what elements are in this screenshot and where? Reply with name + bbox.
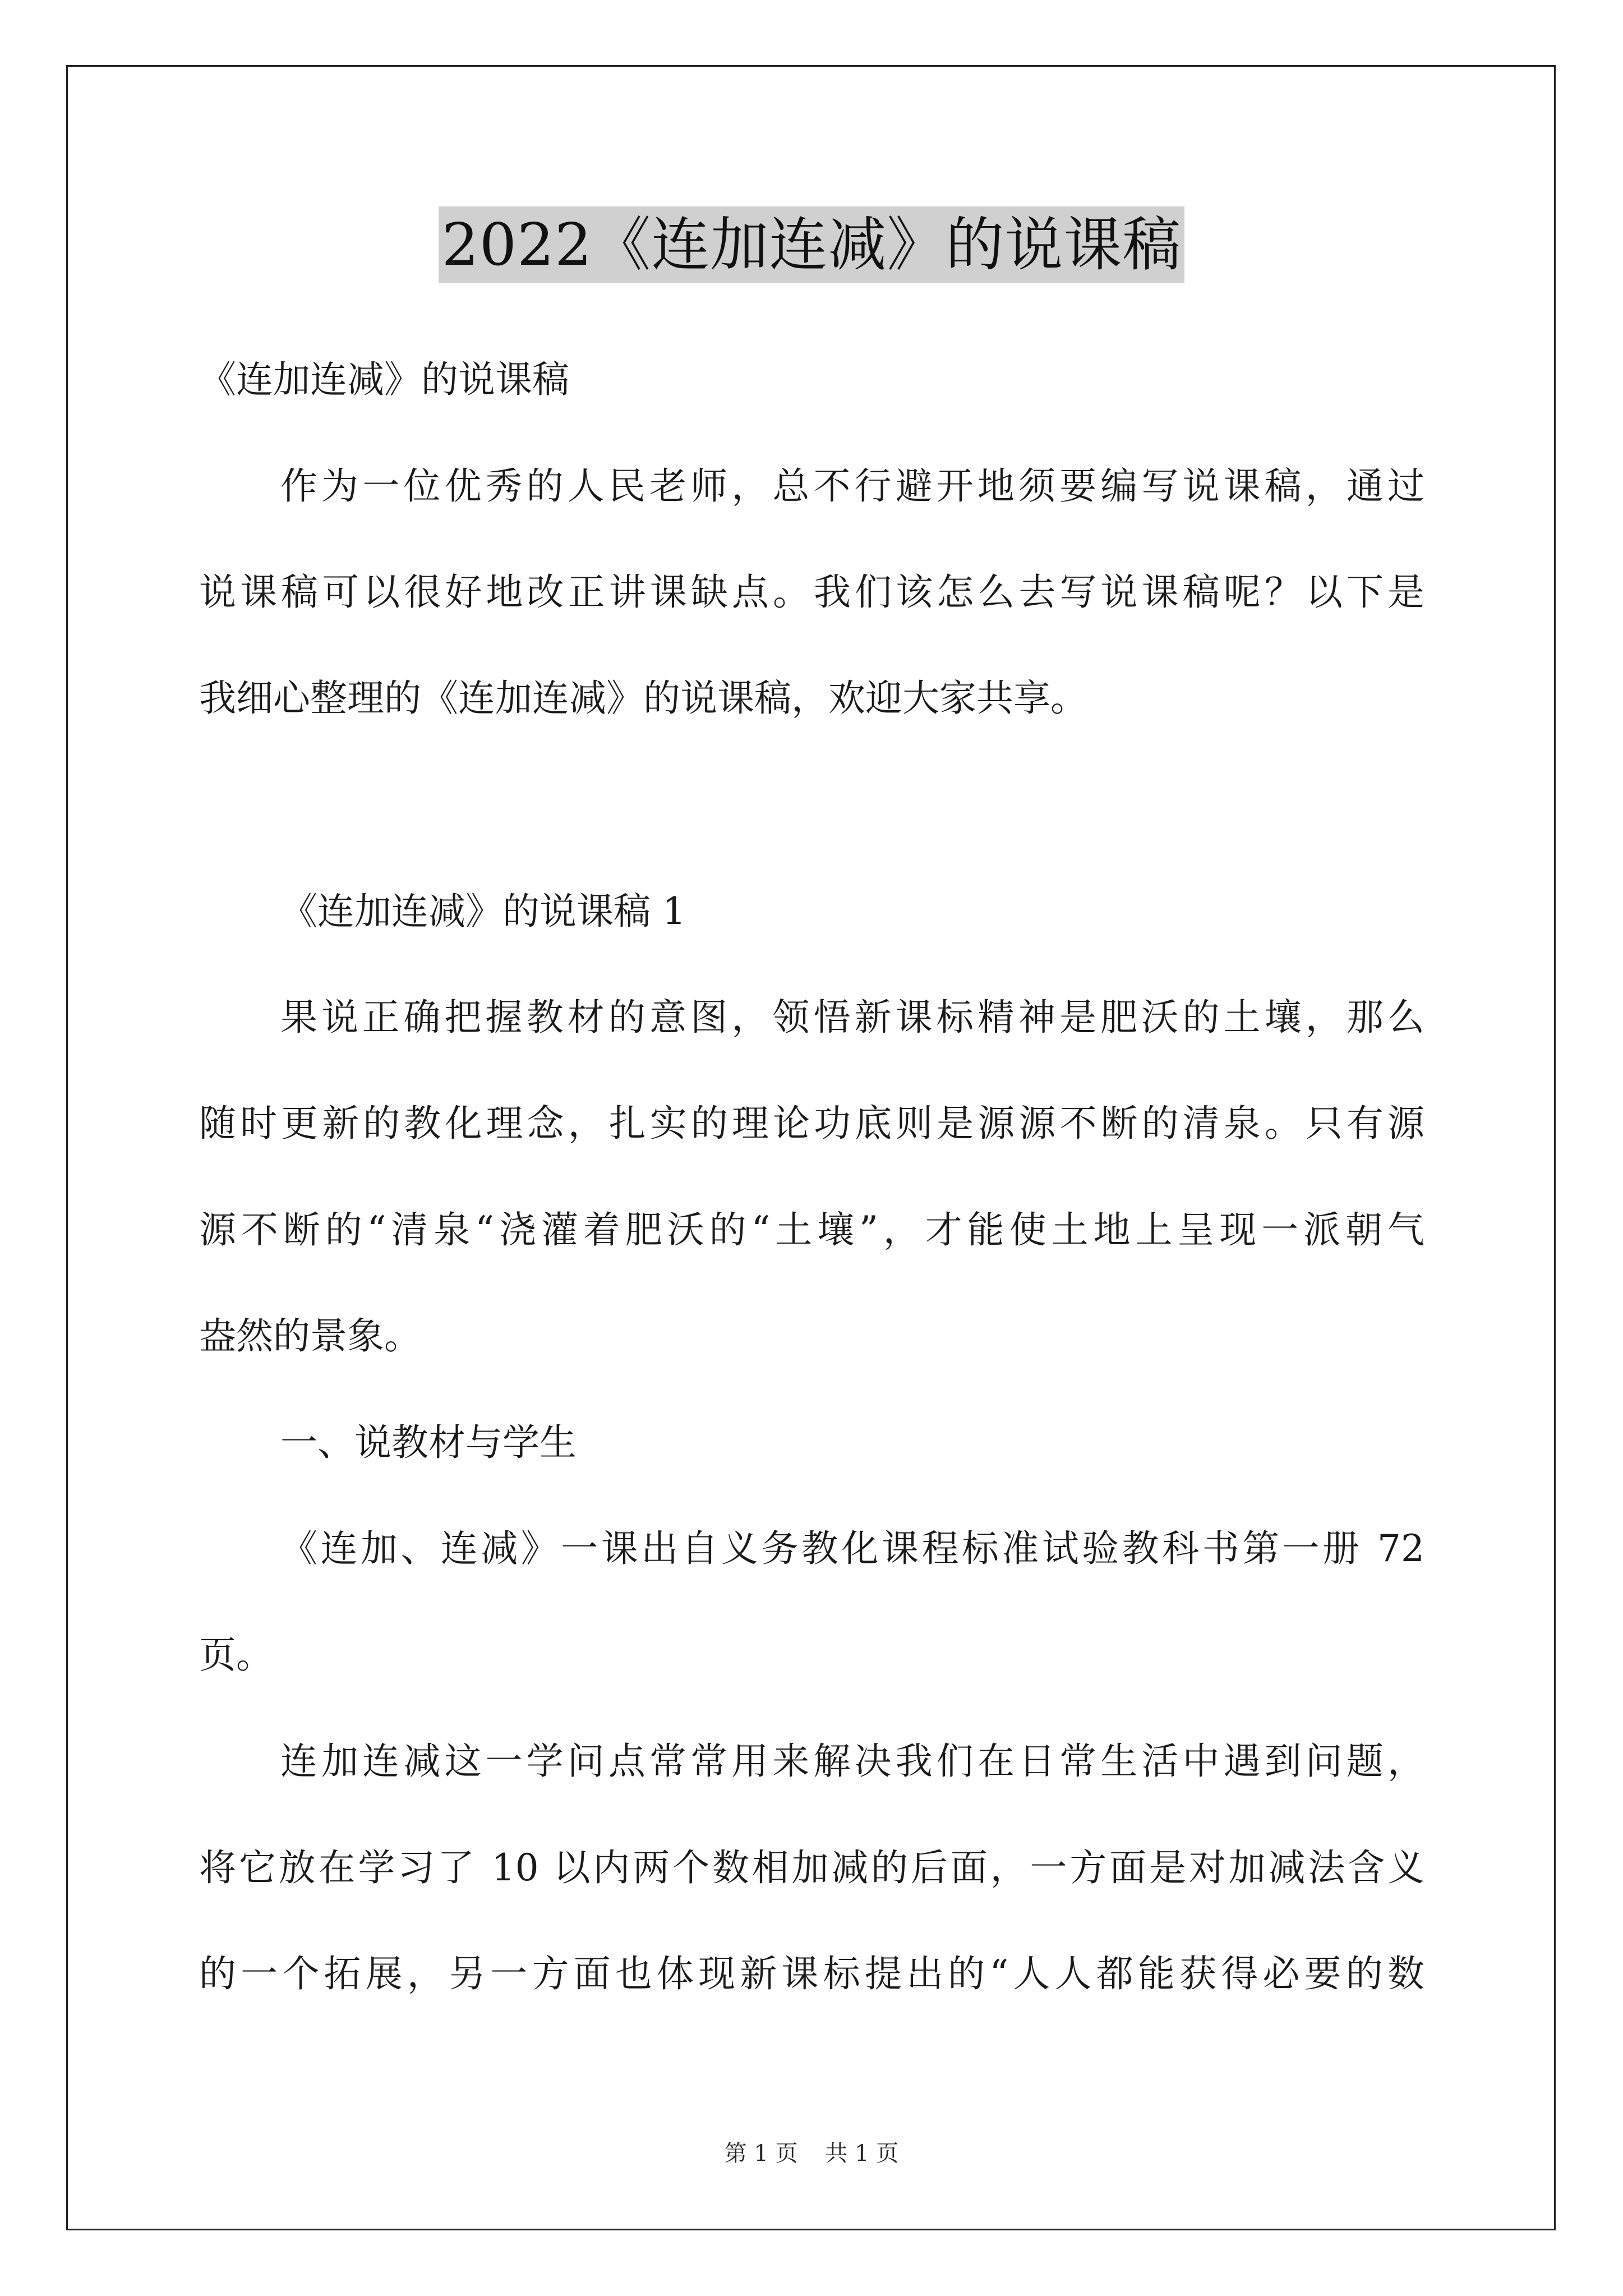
paragraph-line: 将它放在学习了 10 以内两个数相加减的后面，一方面是对加减法含义 (199, 1846, 1424, 1889)
document-title: 2022《连加连减》的说课稿 (439, 206, 1185, 283)
paragraph-line: 随时更新的教化理念，扎实的理论功底则是源源不断的清泉。只有源 (199, 1102, 1424, 1145)
section-heading: 一、说教材与学生 (280, 1421, 577, 1464)
paragraph-line: 页。 (199, 1634, 273, 1677)
title-container (0, 206, 1623, 283)
page-footer (0, 2139, 1623, 2168)
paragraph-line: 源不断的“清泉“浇灌着肥沃的“土壤”，才能使土地上呈现一派朝气 (199, 1208, 1424, 1251)
section-heading: 《连加连减》的说课稿 1 (280, 890, 686, 933)
document-subtitle: 《连加连减》的说课稿 (199, 358, 569, 401)
paragraph-line: 的一个拓展，另一方面也体现新课标提出的“人人都能获得必要的数 (199, 1952, 1424, 1995)
paragraph-line: 作为一位优秀的人民老师，总不行避开地须要编写说课稿，通过 (280, 464, 1424, 508)
paragraph-line: 盎然的景象。 (199, 1314, 421, 1358)
paragraph-line: 说课稿可以很好地改正讲课缺点。我们该怎么去写说课稿呢？以下是 (199, 570, 1424, 614)
page-number-current: 第 1 页 (724, 2141, 798, 2166)
paragraph-line: 果说正确把握教材的意图，领悟新课标精神是肥沃的土壤，那么 (280, 996, 1424, 1039)
paragraph-line: 我细心整理的《连加连减》的说课稿，欢迎大家共享。 (199, 677, 1087, 720)
page-number-total: 共 1 页 (825, 2141, 899, 2166)
paragraph-line: 《连加、连减》一课出自义务教化课程标准试验教科书第一册 72 (280, 1527, 1424, 1570)
paragraph-line: 连加连减这一学问点常常用来解决我们在日常生活中遇到问题， (280, 1740, 1424, 1783)
